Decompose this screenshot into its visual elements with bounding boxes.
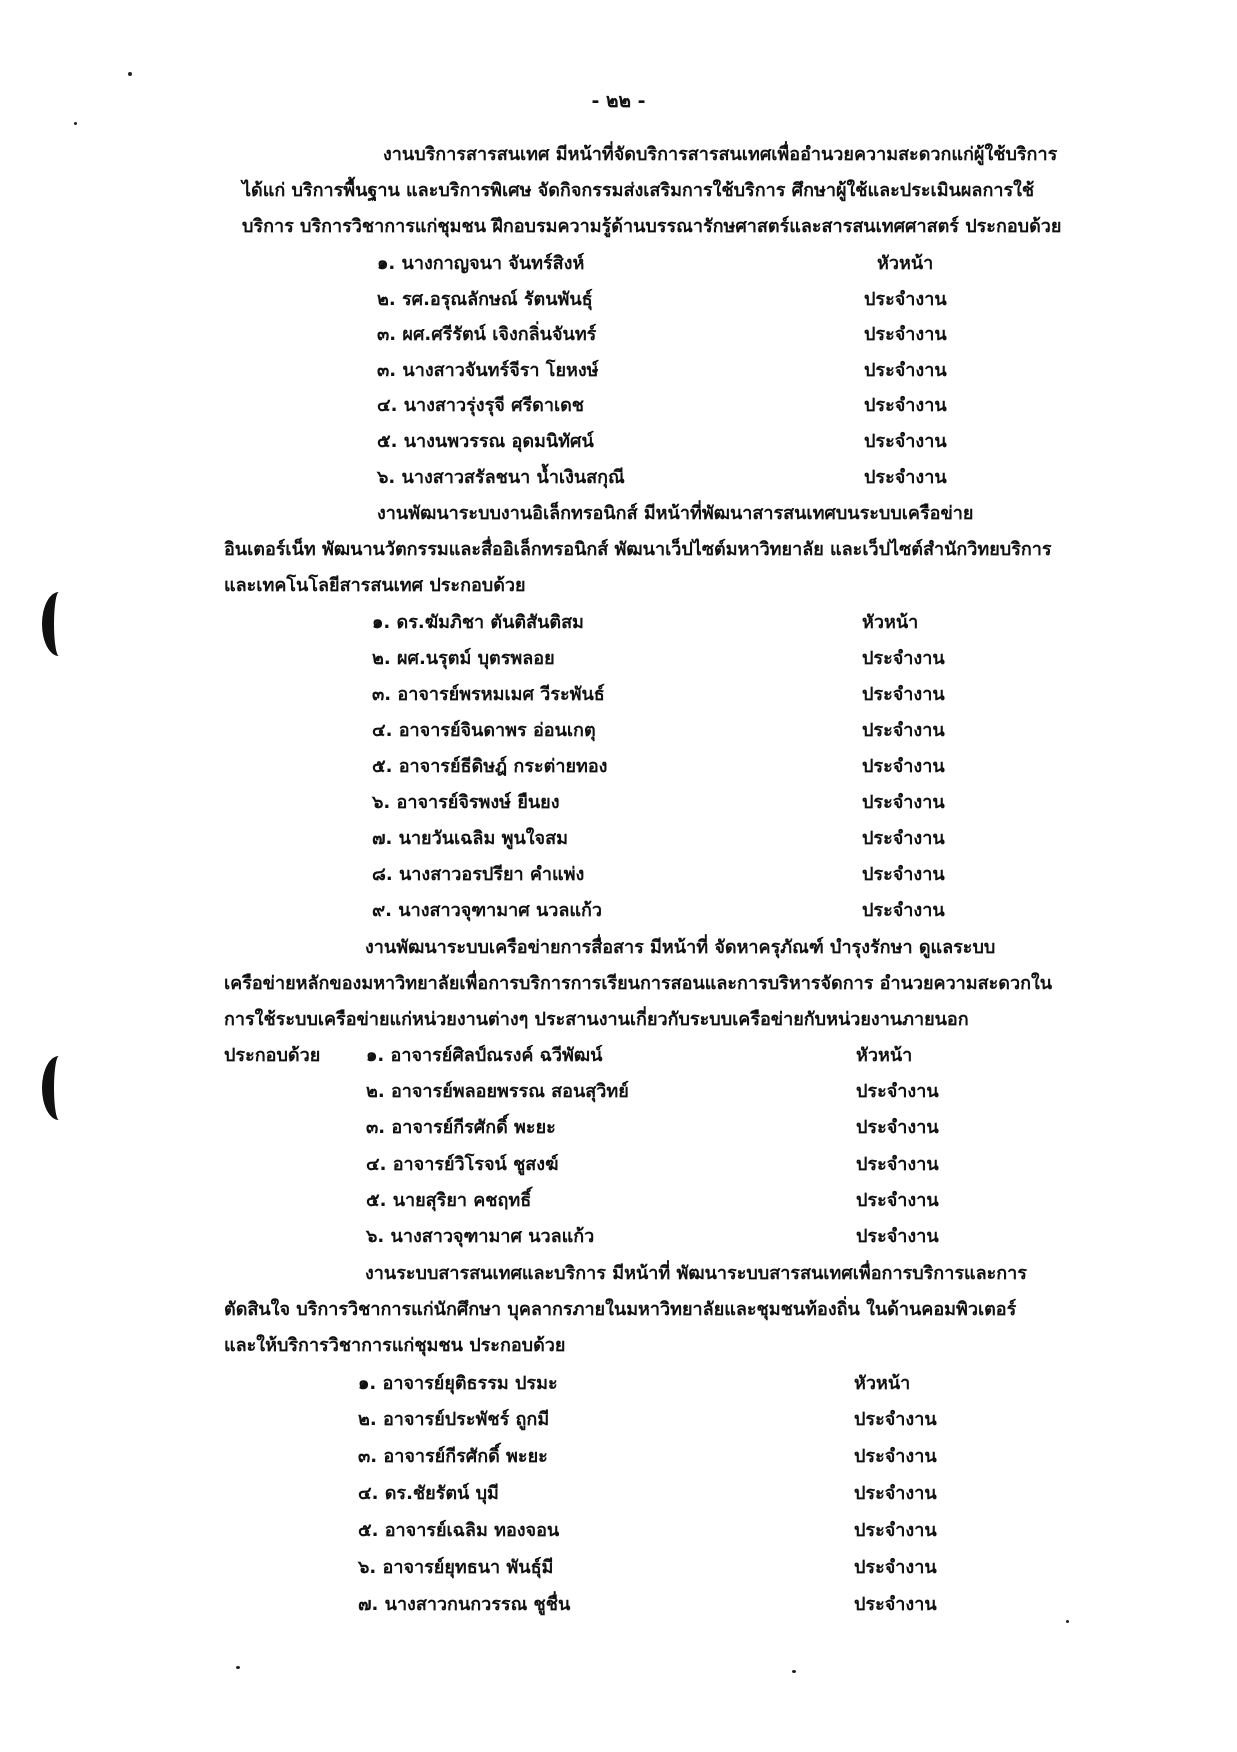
member-role: ประจำงาน xyxy=(856,1190,939,1211)
section-intro-line: อินเตอร์เน็ท พัฒนานวัตกรรมและสื่ออิเล็กทรอนิกส์ พัฒนาเว็ปไซต์มหาวิทยาลัย และเว็ปไซต์สำนักวิทยบริการ xyxy=(224,539,1052,560)
member-name: ๕. นางนพวรรณ อุดมนิทัศน์ xyxy=(377,431,594,452)
member-role: ประจำงาน xyxy=(862,720,945,741)
member-name: ๓. ผศ.ศรีรัตน์ เจิงกลิ่นจันทร์ xyxy=(377,324,597,345)
member-role: ประจำงาน xyxy=(854,1446,937,1467)
member-name: ๗. นายวันเฉลิม พูนใจสม xyxy=(372,828,568,849)
punch-hole-bottom xyxy=(42,1056,76,1120)
member-name: ๑. นางกาญจนา จันทร์สิงห์ xyxy=(377,253,585,274)
member-name: ๖. นางสาวสรัลชนา น้ำเงินสกุณี xyxy=(377,467,625,488)
member-role: ประจำงาน xyxy=(856,1154,939,1175)
section-intro-line: ตัดสินใจ บริการวิชาการแก่นักศึกษา บุคลากรภายในมหาวิทยาลัยและชุมชนท้องถิ่น ในด้านคอมพิวเตอร์ xyxy=(224,1299,1017,1320)
section-prefix: ประกอบด้วย xyxy=(224,1045,321,1066)
section-intro-line: และให้บริการวิชาการแก่ชุมชน ประกอบด้วย xyxy=(224,1335,566,1356)
punch-hole-top xyxy=(42,592,76,656)
member-role: ประจำงาน xyxy=(862,864,945,885)
member-role: ประจำงาน xyxy=(854,1409,937,1430)
member-role: ประจำงาน xyxy=(856,1081,939,1102)
member-role: ประจำงาน xyxy=(864,324,947,345)
scan-speck xyxy=(74,122,77,125)
member-name: ๓. อาจารย์กีรศักดิ์ พะยะ xyxy=(366,1117,556,1138)
member-name: ๖. อาจารย์ยุทธนา พันธุ์มี xyxy=(358,1557,554,1578)
member-name: ๔. อาจารย์วิโรจน์ ชูสงฆ์ xyxy=(366,1154,559,1175)
member-name: ๕. อาจารย์ธีดิษฎ์ กระต่ายทอง xyxy=(372,756,608,777)
member-name: ๗. นางสาวกนกวรรณ ชูชื่น xyxy=(358,1594,571,1615)
member-role: ประจำงาน xyxy=(862,900,945,921)
section-intro-line: และเทคโนโลยีสารสนเทศ ประกอบด้วย xyxy=(224,575,526,596)
member-role: ประจำงาน xyxy=(864,431,947,452)
member-role: ประจำงาน xyxy=(862,648,945,669)
member-role: ประจำงาน xyxy=(864,360,947,381)
member-role: ประจำงาน xyxy=(864,289,947,310)
section-intro-line: ได้แก่ บริการพื้นฐาน และบริการพิเศษ จัดกิจกรรมส่งเสริมการใช้บริการ ศึกษาผู้ใช้และประเมินผลการใช้ xyxy=(242,180,1035,201)
scan-speck xyxy=(1066,1620,1069,1623)
member-name: ๓. อาจารย์พรหมเมศ วีระพันธ์ xyxy=(372,684,605,705)
member-role: ประจำงาน xyxy=(862,756,945,777)
member-name: ๒. อาจารย์พลอยพรรณ สอนสุวิทย์ xyxy=(366,1081,629,1102)
section-intro-line: งานพัฒนาระบบงานอิเล็กทรอนิกส์ มีหน้าที่พัฒนาสารสนเทศบนระบบเครือข่าย xyxy=(377,503,974,524)
page-number: - ๒๒ - xyxy=(591,90,646,112)
member-role: ประจำงาน xyxy=(862,828,945,849)
scan-speck xyxy=(128,72,132,76)
section-intro-line: บริการ บริการวิชาการแก่ชุมชน ฝึกอบรมความรู้ด้านบรรณารักษศาสตร์และสารสนเทศศาสตร์ ประกอบด้วย xyxy=(242,216,1062,237)
member-name: ๑. อาจารย์ศิลป์ณรงค์ ฉวีพัฒน์ xyxy=(366,1045,603,1066)
member-name: ๔. ดร.ชัยรัตน์ บุมี xyxy=(358,1483,499,1504)
member-name: ๒. ผศ.นรุตม์ บุตรพลอย xyxy=(372,648,555,669)
member-name: ๖. อาจารย์จิรพงษ์ ยืนยง xyxy=(372,792,560,813)
member-name: ๘. นางสาวอรปรียา คำแพ่ง xyxy=(372,864,585,885)
scan-speck xyxy=(236,1666,240,1669)
member-role: ประจำงาน xyxy=(856,1117,939,1138)
member-name: ๒. รศ.อรุณลักษณ์ รัตนพันธุ์ xyxy=(377,289,593,310)
member-name: ๔. นางสาวรุ่งรุจี ศรีดาเดช xyxy=(377,395,585,416)
member-role: หัวหน้า xyxy=(877,253,934,274)
member-role: ประจำงาน xyxy=(854,1483,937,1504)
member-name: ๕. นายสุริยา คชฤทธิ์ xyxy=(366,1190,532,1211)
member-name: ๓. นางสาวจันทร์จีรา โยหงษ์ xyxy=(377,360,599,381)
member-name: ๑. อาจารย์ยุติธรรม ปรมะ xyxy=(358,1373,558,1394)
member-role: ประจำงาน xyxy=(862,684,945,705)
member-name: ๒. อาจารย์ประพัชร์ ถูกมี xyxy=(358,1409,550,1430)
member-name: ๑. ดร.ฆัมภิชา ตันติสันติสม xyxy=(372,612,584,633)
member-role: ประจำงาน xyxy=(864,395,947,416)
member-name: ๕. อาจารย์เฉลิม ทองจอน xyxy=(358,1520,560,1541)
member-name: ๖. นางสาวจุฑามาศ นวลแก้ว xyxy=(366,1226,595,1247)
member-role: ประจำงาน xyxy=(862,792,945,813)
section-intro-line: งานพัฒนาระบบเครือข่ายการสื่อสาร มีหน้าที่ จัดหาครุภัณฑ์ บำรุงรักษา ดูแลระบบ xyxy=(365,937,996,958)
section-intro-line: การใช้ระบบเครือข่ายแก่หน่วยงานต่างๆ ประสานงานเกี่ยวกับระบบเครือข่ายกับหน่วยงานภายนอก xyxy=(224,1009,969,1030)
member-role: หัวหน้า xyxy=(862,612,919,633)
section-intro-line: งานระบบสารสนเทศและบริการ มีหน้าที่ พัฒนาระบบสารสนเทศเพื่อการบริการและการ xyxy=(365,1263,1027,1284)
member-name: ๓. อาจารย์กีรศักดิ์ พะยะ xyxy=(358,1446,548,1467)
member-role: ประจำงาน xyxy=(856,1226,939,1247)
scan-speck xyxy=(792,1670,796,1673)
member-role: หัวหน้า xyxy=(856,1045,913,1066)
section-intro-line: งานบริการสารสนเทศ มีหน้าที่จัดบริการสารสนเทศเพื่ออำนวยความสะดวกแก่ผู้ใช้บริการ xyxy=(383,144,1058,165)
member-name: ๙. นางสาวจุฑามาศ นวลแก้ว xyxy=(372,900,603,921)
member-role: ประจำงาน xyxy=(854,1520,937,1541)
member-role: หัวหน้า xyxy=(854,1373,911,1394)
member-role: ประจำงาน xyxy=(854,1594,937,1615)
member-role: ประจำงาน xyxy=(864,467,947,488)
section-intro-line: เครือข่ายหลักของมหาวิทยาลัยเพื่อการบริการการเรียนการสอนและการบริหารจัดการ อำนวยความสะดวกใน xyxy=(224,973,1053,994)
member-role: ประจำงาน xyxy=(854,1557,937,1578)
member-name: ๔. อาจารย์จินดาพร อ่อนเกตุ xyxy=(372,720,596,741)
